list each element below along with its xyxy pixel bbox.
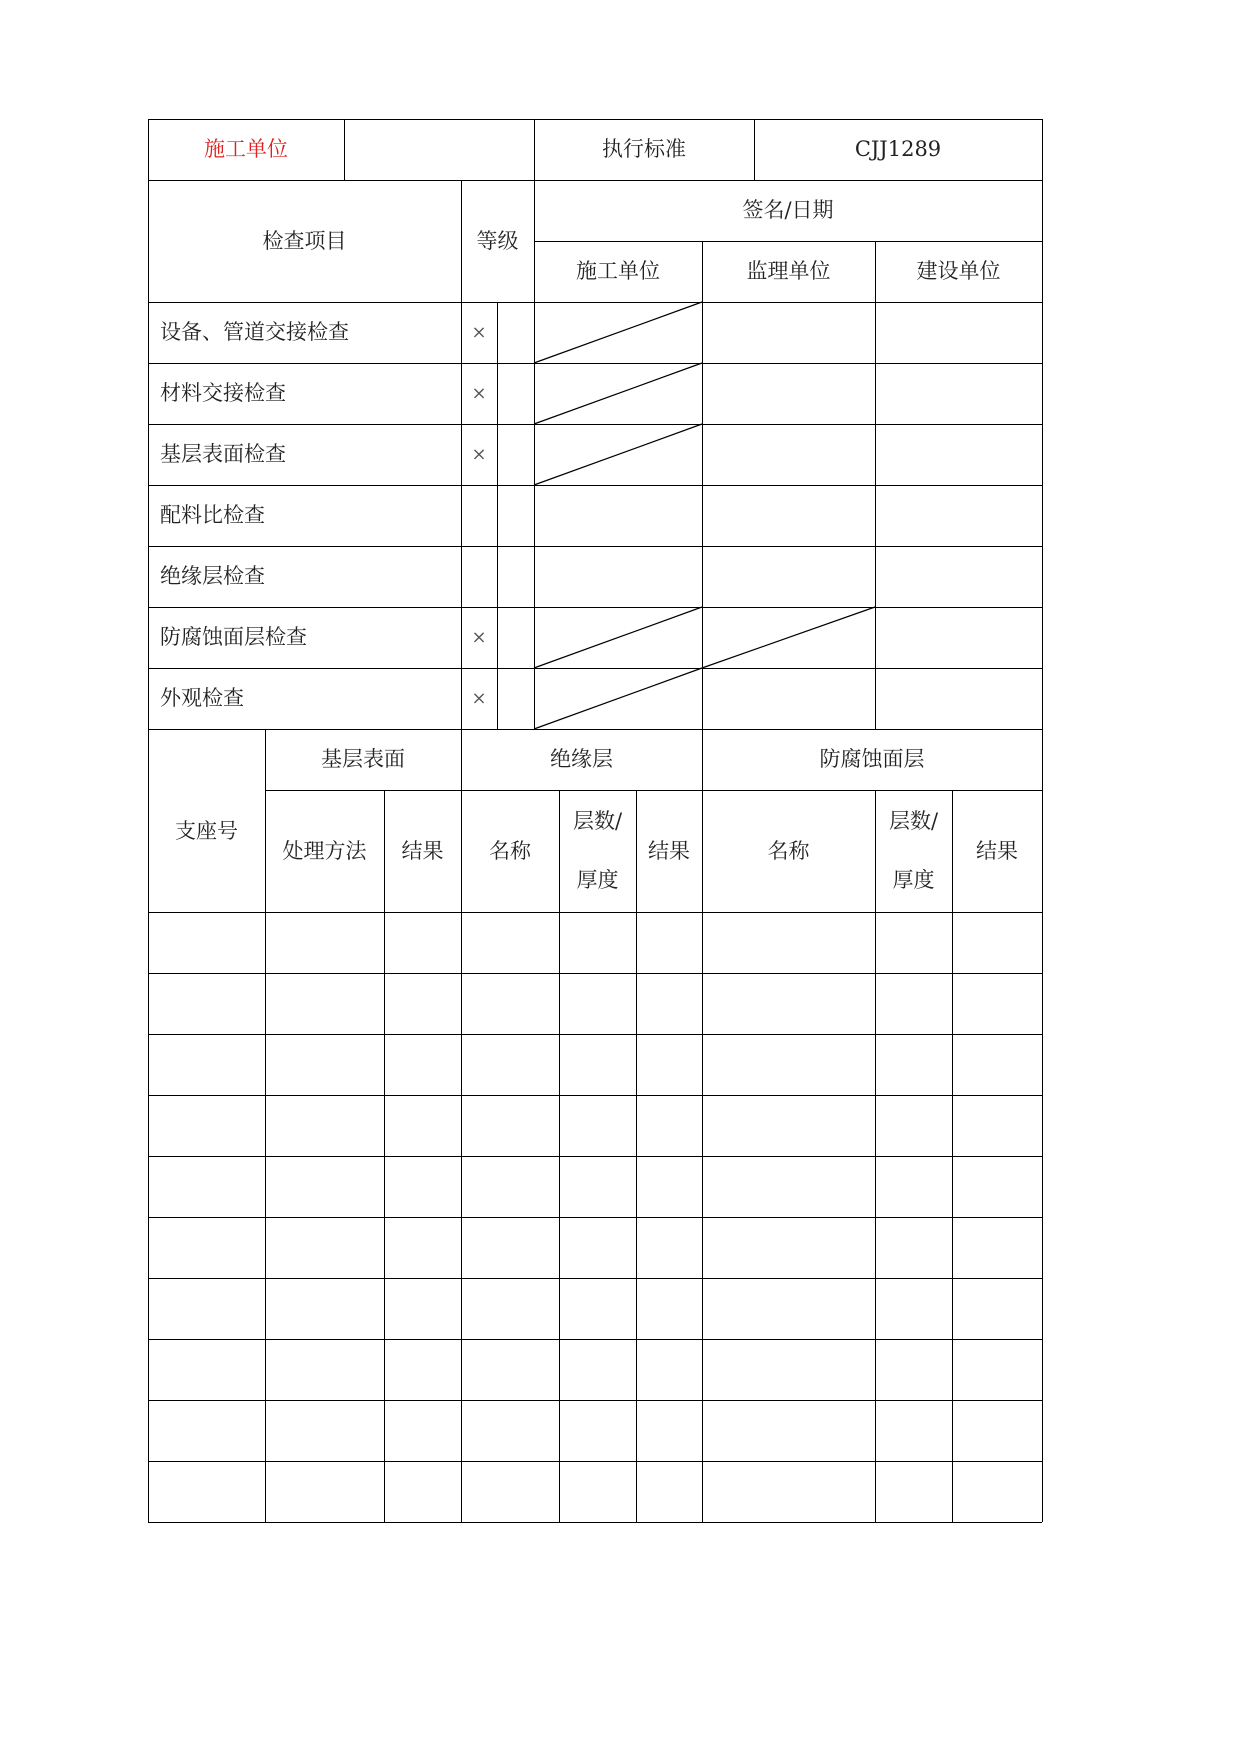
support-table-cell[interactable] xyxy=(702,1339,875,1400)
support-table-cell[interactable] xyxy=(875,912,952,973)
support-table-cell[interactable] xyxy=(636,912,702,973)
support-table-cell[interactable] xyxy=(461,1461,559,1522)
support-table-cell[interactable] xyxy=(702,1278,875,1339)
support-table-cell[interactable] xyxy=(148,1095,265,1156)
grade-header: 等级 xyxy=(476,228,519,253)
support-table-cell[interactable] xyxy=(148,1034,265,1095)
support-table-cell[interactable] xyxy=(461,1278,559,1339)
support-table-cell[interactable] xyxy=(952,1156,1042,1217)
insulation-name-header: 名称 xyxy=(489,838,531,863)
support-table-cell[interactable] xyxy=(702,1217,875,1278)
grade-cell-secondary[interactable] xyxy=(497,363,534,424)
support-table-cell[interactable] xyxy=(559,973,636,1034)
support-table-cell[interactable] xyxy=(265,1400,384,1461)
support-table-cell[interactable] xyxy=(952,1461,1042,1522)
support-table-cell[interactable] xyxy=(875,973,952,1034)
support-table-cell[interactable] xyxy=(636,1156,702,1217)
support-table-cell[interactable] xyxy=(702,1156,875,1217)
grade-mark[interactable]: × xyxy=(471,626,487,648)
signature-cell[interactable] xyxy=(534,424,702,485)
support-table-cell[interactable] xyxy=(148,1217,265,1278)
insulation-result-header: 结果 xyxy=(648,838,690,863)
grade-mark[interactable]: × xyxy=(471,382,487,404)
signature-cell[interactable] xyxy=(534,607,702,668)
check-item-label: 绝缘层检查 xyxy=(160,564,265,588)
grade-mark[interactable]: × xyxy=(471,687,487,709)
support-table-cell[interactable] xyxy=(384,912,461,973)
support-table-cell[interactable] xyxy=(559,1034,636,1095)
support-table-cell[interactable] xyxy=(461,1400,559,1461)
support-table-cell[interactable] xyxy=(702,912,875,973)
support-table-cell[interactable] xyxy=(265,912,384,973)
support-table-cell[interactable] xyxy=(265,1034,384,1095)
check-item-label: 配料比检查 xyxy=(160,503,265,527)
support-table-cell[interactable] xyxy=(636,1400,702,1461)
support-table-cell[interactable] xyxy=(148,1339,265,1400)
support-table-cell[interactable] xyxy=(461,1156,559,1217)
signature-cell[interactable] xyxy=(875,607,1042,668)
signature-cell[interactable] xyxy=(702,546,875,607)
support-table-cell[interactable] xyxy=(559,912,636,973)
support-table-cell[interactable] xyxy=(952,1095,1042,1156)
support-table-cell[interactable] xyxy=(148,1278,265,1339)
support-table-cell[interactable] xyxy=(384,1217,461,1278)
support-table-cell[interactable] xyxy=(636,1461,702,1522)
check-item-label: 材料交接检查 xyxy=(160,381,286,405)
support-table-cell[interactable] xyxy=(384,1461,461,1522)
support-table-cell[interactable] xyxy=(636,1339,702,1400)
support-table-cell[interactable] xyxy=(265,1461,384,1522)
support-table-cell[interactable] xyxy=(875,1034,952,1095)
support-table-cell[interactable] xyxy=(559,1095,636,1156)
support-table-cell[interactable] xyxy=(265,1095,384,1156)
insulation-layers-header xyxy=(559,790,636,912)
grade-cell-secondary[interactable] xyxy=(497,607,534,668)
support-table-cell[interactable] xyxy=(265,1156,384,1217)
signature-cell[interactable] xyxy=(702,485,875,546)
grade-mark[interactable] xyxy=(461,546,497,607)
layers-label-line1: 层数/ xyxy=(888,809,939,833)
layers-label-line2: 厚度 xyxy=(892,868,935,892)
support-table-cell[interactable] xyxy=(952,1034,1042,1095)
signature-cell[interactable] xyxy=(702,302,875,363)
support-table-cell[interactable] xyxy=(559,1217,636,1278)
layers-label-line1: 层数/ xyxy=(572,809,623,833)
support-table-cell[interactable] xyxy=(461,1034,559,1095)
base-surface-header: 基层表面 xyxy=(321,747,405,771)
support-table-cell[interactable] xyxy=(461,1217,559,1278)
support-table-cell[interactable] xyxy=(148,1156,265,1217)
support-table-cell[interactable] xyxy=(559,1400,636,1461)
signature-cell[interactable] xyxy=(534,485,702,546)
support-table-cell[interactable] xyxy=(559,1461,636,1522)
signature-cell[interactable] xyxy=(534,363,702,424)
support-table-cell[interactable] xyxy=(636,973,702,1034)
support-table-cell[interactable] xyxy=(702,1400,875,1461)
support-table-cell[interactable] xyxy=(148,973,265,1034)
check-item-label: 外观检查 xyxy=(160,686,244,710)
support-table-cell[interactable] xyxy=(384,1095,461,1156)
sign-col-supervision: 监理单位 xyxy=(746,259,831,283)
support-table-cell[interactable] xyxy=(875,1400,952,1461)
support-table-cell[interactable] xyxy=(875,1339,952,1400)
grade-cell-secondary[interactable] xyxy=(497,668,534,729)
support-table-cell[interactable] xyxy=(461,973,559,1034)
support-table-cell[interactable] xyxy=(636,1278,702,1339)
signature-cell[interactable] xyxy=(875,302,1042,363)
support-table-cell[interactable] xyxy=(265,1339,384,1400)
signature-cell[interactable] xyxy=(875,546,1042,607)
sign-col-construction: 施工单位 xyxy=(576,259,660,283)
support-table-cell[interactable] xyxy=(702,1034,875,1095)
grade-mark[interactable]: × xyxy=(471,321,487,343)
anticorrosion-result-header: 结果 xyxy=(976,838,1018,863)
treatment-method-header: 处理方法 xyxy=(282,838,367,863)
support-table-cell[interactable] xyxy=(265,1217,384,1278)
signature-cell[interactable] xyxy=(534,668,702,729)
support-table-cell[interactable] xyxy=(265,973,384,1034)
support-table-cell[interactable] xyxy=(952,1217,1042,1278)
support-table-cell[interactable] xyxy=(461,1339,559,1400)
support-table-cell[interactable] xyxy=(875,1278,952,1339)
support-no-header: 支座号 xyxy=(175,819,238,843)
signature-cell[interactable] xyxy=(702,668,875,729)
support-table-cell[interactable] xyxy=(461,912,559,973)
support-table-cell[interactable] xyxy=(636,1095,702,1156)
check-item-label: 设备、管道交接检查 xyxy=(160,320,349,344)
support-table-cell[interactable] xyxy=(875,1095,952,1156)
support-table-cell[interactable] xyxy=(952,912,1042,973)
support-table-cell[interactable] xyxy=(384,1156,461,1217)
support-table-cell[interactable] xyxy=(875,1217,952,1278)
standard-value[interactable]: CJJ1289 xyxy=(854,137,942,161)
support-table-cell[interactable] xyxy=(702,1461,875,1522)
support-table-cell[interactable] xyxy=(875,1156,952,1217)
support-table-cell[interactable] xyxy=(384,1034,461,1095)
signature-cell[interactable] xyxy=(534,302,702,363)
support-table-cell[interactable] xyxy=(148,1400,265,1461)
insulation-header: 绝缘层 xyxy=(550,747,613,771)
grade-cell-secondary[interactable] xyxy=(497,485,534,546)
support-table-cell[interactable] xyxy=(559,1339,636,1400)
grade-cell-secondary[interactable] xyxy=(497,546,534,607)
signature-cell[interactable] xyxy=(534,546,702,607)
support-table-cell[interactable] xyxy=(952,1278,1042,1339)
support-table-cell[interactable] xyxy=(875,1461,952,1522)
support-table-cell[interactable] xyxy=(148,1461,265,1522)
support-table-cell[interactable] xyxy=(559,1156,636,1217)
check-item-label: 防腐蚀面层检查 xyxy=(160,625,307,649)
check-item-label: 基层表面检查 xyxy=(160,442,286,466)
support-table-cell[interactable] xyxy=(559,1278,636,1339)
layers-label-line2: 厚度 xyxy=(576,868,619,892)
inspection-item-header: 检查项目 xyxy=(262,228,347,253)
support-table-cell[interactable] xyxy=(952,973,1042,1034)
support-table-cell[interactable] xyxy=(636,1034,702,1095)
grade-cell-secondary[interactable] xyxy=(497,302,534,363)
grade-cell-secondary[interactable] xyxy=(497,424,534,485)
support-table-cell[interactable] xyxy=(148,912,265,973)
support-table-cell[interactable] xyxy=(636,1217,702,1278)
signature-cell[interactable] xyxy=(875,424,1042,485)
support-table-cell[interactable] xyxy=(952,1400,1042,1461)
support-table-cell[interactable] xyxy=(702,973,875,1034)
signature-cell[interactable] xyxy=(875,363,1042,424)
sign-col-owner: 建设单位 xyxy=(916,259,1001,283)
support-table-cell[interactable] xyxy=(384,1400,461,1461)
support-table-cell[interactable] xyxy=(384,973,461,1034)
support-table-cell[interactable] xyxy=(265,1278,384,1339)
anticorrosion-name-header: 名称 xyxy=(767,838,810,863)
construction-unit-field[interactable] xyxy=(344,119,534,180)
signature-cell[interactable] xyxy=(702,424,875,485)
signature-cell[interactable] xyxy=(702,363,875,424)
support-table-cell[interactable] xyxy=(461,1095,559,1156)
construction-unit-label: 施工单位 xyxy=(204,137,288,161)
signature-date-header: 签名/日期 xyxy=(742,198,834,222)
base-result-header: 结果 xyxy=(401,838,444,863)
anticorrosion-header: 防腐蚀面层 xyxy=(819,747,925,771)
support-table-cell[interactable] xyxy=(952,1339,1042,1400)
signature-cell[interactable] xyxy=(702,607,875,668)
support-table-cell[interactable] xyxy=(702,1095,875,1156)
signature-cell[interactable] xyxy=(875,668,1042,729)
grade-mark[interactable] xyxy=(461,485,497,546)
support-table-cell[interactable] xyxy=(384,1278,461,1339)
anticorrosion-layers-header xyxy=(875,790,952,912)
signature-cell[interactable] xyxy=(875,485,1042,546)
grade-mark[interactable]: × xyxy=(471,443,487,465)
standard-label: 执行标准 xyxy=(602,137,686,161)
support-table-cell[interactable] xyxy=(384,1339,461,1400)
